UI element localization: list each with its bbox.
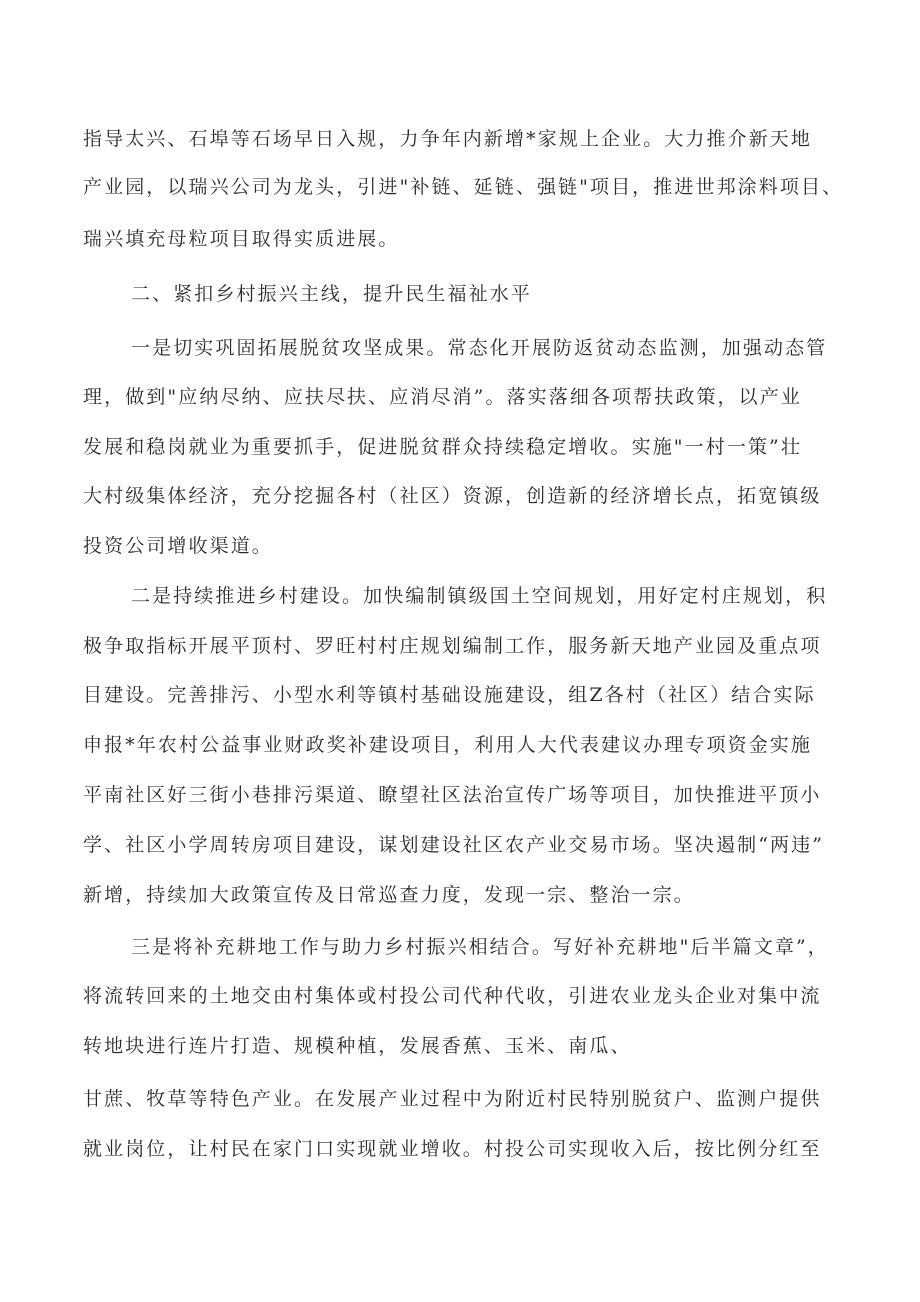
text-line-14: 平南社区好三街小巷排污渠道、瞭望社区法治宣传广场等项目，加快推进平顶小 — [83, 784, 822, 806]
text-line-3: 瑞兴填充母粒项目取得实质进展。 — [83, 228, 400, 250]
text-line-8: 大村级集体经济，充分挖掘各村（社区）资源，创造新的经济增长点，拓宽镇级 — [83, 485, 822, 507]
text-line-21: 就业岗位，让村民在家门口实现就业增收。村投公司实现收入后，按比例分红至 — [83, 1138, 822, 1160]
section-heading: 二、紧扣乡村振兴主线，提升民生福祉水平 — [131, 283, 532, 305]
text-line-9: 投资公司增收渠道。 — [83, 535, 273, 557]
text-line-13: 申报*年农村公益事业财政奖补建设项目，利用人大代表建议办理专项资金实施 — [83, 734, 813, 756]
text-line-10: 二是持续推进乡村建设。加快编制镇级国土空间规划，用好定村庄规划，积 — [131, 585, 828, 607]
text-line-15: 学、社区小学周转房项目建设，谋划建设社区农产业交易市场。坚决遏制“两违” — [83, 834, 825, 856]
text-line-11: 极争取指标开展平顶村、罗旺村村庄规划编制工作，服务新天地产业园及重点项 — [83, 635, 822, 657]
text-line-19: 转地块进行连片打造、规模种植，发展香蕉、玉米、南瓜、 — [83, 1035, 632, 1057]
text-line-20: 甘蔗、牧草等特色产业。在发展产业过程中为附近村民特别脱贫户、监测户提供 — [83, 1088, 822, 1110]
text-line-16: 新增，持续加大政策宣传及日常巡查力度，发现一宗、整治一宗。 — [83, 884, 695, 906]
text-line-17: 三是将补充耕地工作与助力乡村振兴相结合。写好补充耕地"后半篇文章”， — [131, 936, 829, 958]
text-line-1: 指导太兴、石埠等石场早日入规，力争年内新增*家规上企业。大力推介新天地 — [83, 128, 813, 150]
text-line-18: 将流转回来的土地交由村集体或村投公司代种代收，引进农业龙头企业对集中流 — [83, 985, 822, 1007]
text-line-7: 发展和稳岗就业为重要抓手，促进脱贫群众持续稳定增收。实施"一村一策”壮 — [83, 436, 802, 458]
text-line-2: 产业园，以瑞兴公司为龙头，引进"补链、延链、强链"项目，推进世邦涂料项目、 — [83, 176, 844, 198]
text-line-5: 一是切实巩固拓展脱贫攻坚成果。常态化开展防返贫动态监测，加强动态管 — [131, 337, 828, 359]
text-line-12: 目建设。完善排污、小型水利等镇村基础设施建设，组Z各村（社区）结合实际 — [83, 684, 816, 706]
text-line-6: 理，做到"应纳尽纳、应扶尽扶、应消尽消”。落实落细各项帮扶政策，以产业 — [83, 386, 802, 408]
